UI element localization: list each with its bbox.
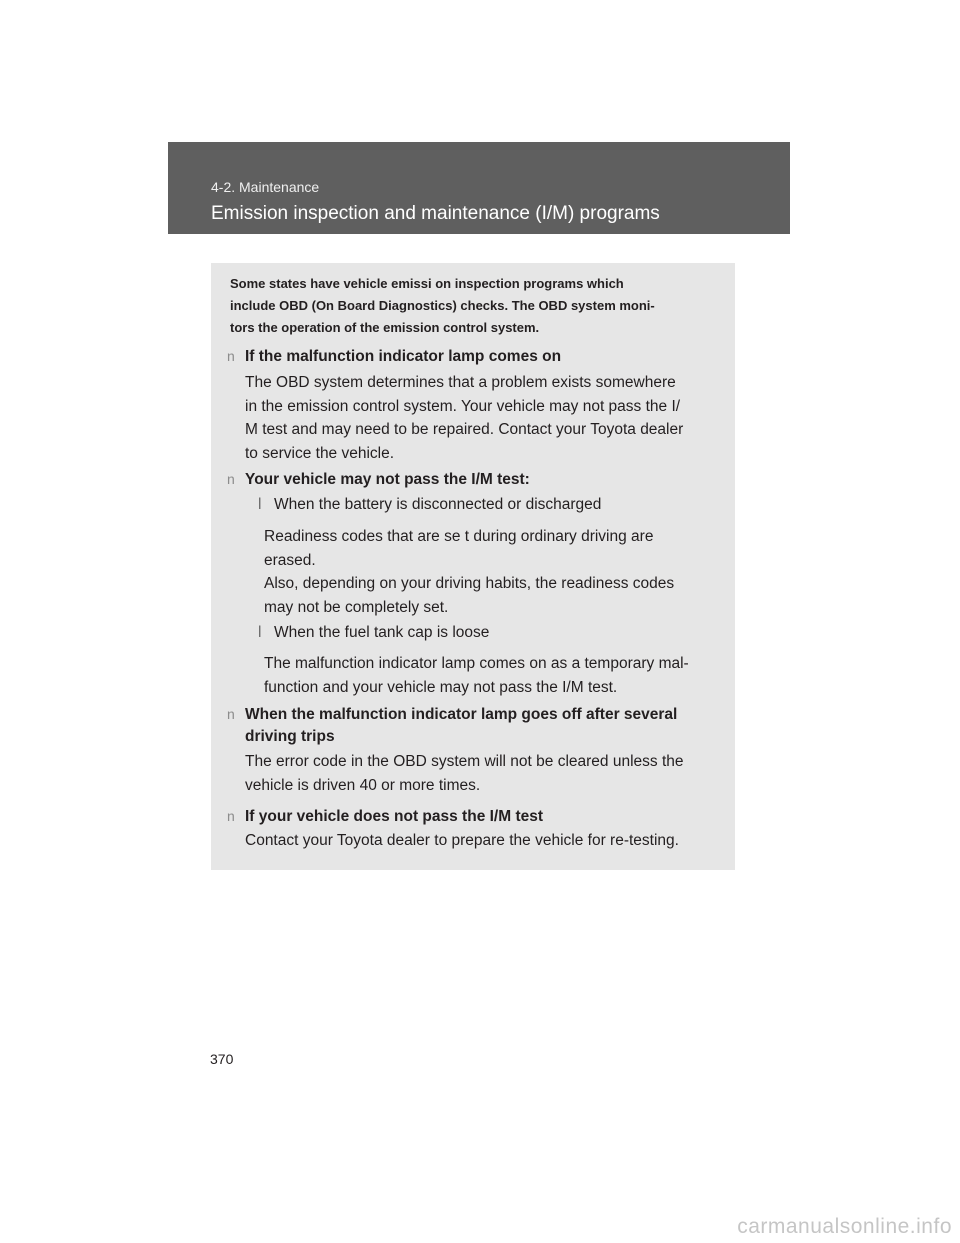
section-bullet: n (227, 808, 235, 824)
item-heading-text: If your vehicle does not pass the I/M test (245, 808, 544, 825)
body-line: Readiness codes that are se t during ordinary driving are (264, 528, 654, 545)
body-line: M test and may need to be repaired. Contact your Toyota dealer (245, 421, 684, 438)
intro-line: tors the operation of the emission control system. (230, 320, 540, 335)
subitem-heading-text: When the battery is disconnected or discharged (274, 496, 602, 513)
section-label: 4‑2. Maintenance (211, 179, 320, 195)
item-heading-may-not-pass (227, 468, 530, 491)
item-heading-text: If the malfunction indicator lamp comes on (245, 348, 562, 365)
body-line: may not be completely set. (264, 598, 449, 616)
page-number: 370 (210, 1051, 234, 1067)
section-bullet: n (227, 348, 235, 364)
item-heading-text: When the malfunction indicator lamp goes off after several (245, 706, 678, 723)
body-line: The OBD system determines that a problem exists somewhere (245, 374, 676, 391)
section-bullet: n (227, 706, 235, 722)
intro-line: Some states have vehicle emissi on inspection programs which (230, 276, 624, 291)
section-bullet: n (227, 471, 235, 487)
watermark: carmanualsonline.info (737, 1215, 952, 1238)
subitem-heading-battery (258, 494, 601, 516)
subitem-body (264, 652, 689, 699)
subitem-body (264, 525, 674, 619)
body-line: erased. (264, 551, 316, 569)
item-heading-malfunction-lamp (227, 345, 561, 368)
item-heading-continuation: driving trips (245, 728, 335, 745)
item-body (245, 829, 679, 853)
sub-bullet: l (258, 496, 262, 513)
subitem-heading-text: When the fuel tank cap is loose (274, 624, 490, 641)
subitem-heading-fuel-cap (258, 622, 489, 644)
info-box (211, 263, 735, 870)
intro-line: include OBD (On Board Diagnostics) checks. The OBD system moni‑ (230, 298, 655, 313)
item-heading-text: Your vehicle may not pass the I/M test: (245, 471, 530, 488)
body-line: in the emission control system. Your vehicle may not pass the I/ (245, 397, 681, 415)
intro-paragraph (230, 273, 726, 339)
header-band (168, 142, 790, 234)
item-heading-not-pass-test (227, 805, 543, 828)
item-body (245, 750, 684, 797)
body-line: Also, depending on your driving habits, the readiness codes (264, 575, 675, 592)
body-line: to service the vehicle. (245, 444, 395, 462)
body-line: The malfunction indicator lamp comes on as a temporary mal‑ (264, 655, 689, 672)
body-line: vehicle is driven 40 or more times. (245, 776, 481, 794)
page-title: Emission inspection and maintenance (I/M) programs (211, 203, 660, 224)
body-line: Contact your Toyota dealer to prepare the vehicle for re‑testing. (245, 832, 679, 849)
body-line: function and your vehicle may not pass the I/M test. (264, 678, 618, 696)
body-line: The error code in the OBD system will not be cleared unless the (245, 753, 684, 770)
sub-bullet: l (258, 624, 262, 641)
item-body (245, 371, 683, 465)
item-heading-lamp-goes-off (227, 703, 677, 726)
